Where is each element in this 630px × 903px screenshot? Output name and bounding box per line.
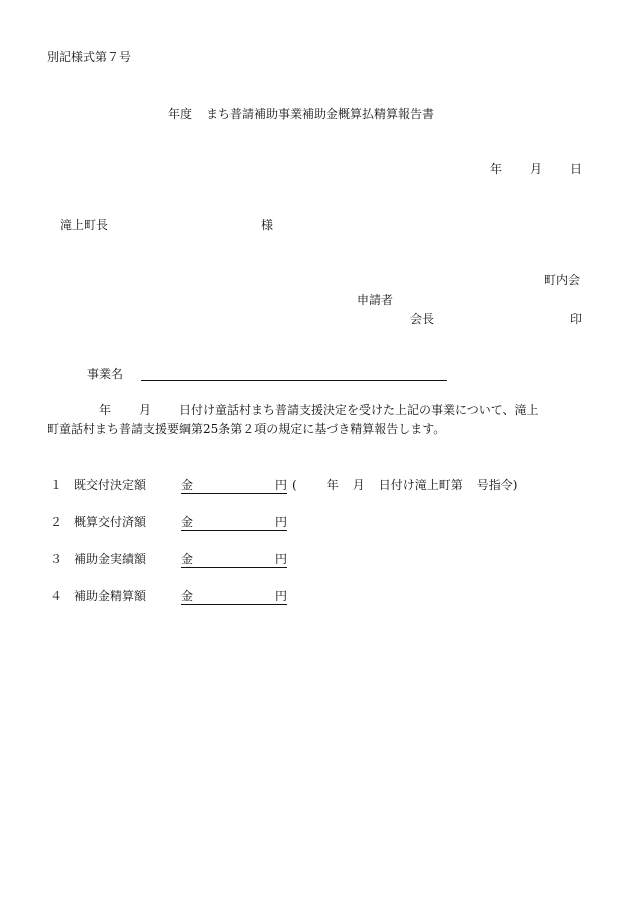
document-title: [168, 105, 434, 123]
directive-note: [292, 476, 517, 494]
title-name: まち普請補助事業補助金概算払精算報告書: [206, 107, 435, 121]
item-number: ４: [50, 589, 63, 603]
yen-suffix: 円: [274, 478, 287, 492]
date-line: [490, 160, 582, 178]
project-name-field[interactable]: [141, 380, 447, 381]
note-text: 日付け滝上町第: [378, 478, 463, 492]
para-year: 年: [99, 403, 112, 417]
kin-prefix: 金: [181, 478, 194, 492]
applicant-org: 町内会: [544, 273, 581, 287]
seal-mark: 印: [570, 312, 583, 326]
para-month: 月: [139, 403, 152, 417]
para-line2: 町童話村まち普請支援要綱第25条第２項の規定に基づき精算報告します。: [47, 422, 446, 436]
date-year: 年: [490, 162, 503, 176]
title-year: 年度: [168, 107, 193, 121]
note-year: 年: [326, 478, 339, 492]
item-number: ２: [50, 515, 63, 529]
amount-field[interactable]: [181, 587, 287, 605]
yen-suffix: 円: [274, 552, 287, 566]
kin-prefix: 金: [181, 552, 194, 566]
project-label: 事業名: [87, 367, 124, 381]
amount-field[interactable]: [181, 550, 287, 568]
item-label: 補助金実績額: [74, 552, 147, 566]
note-suffix: 号指令): [476, 478, 518, 492]
applicant-label: 申請者: [357, 293, 394, 307]
para-line1: 日付け童話村まち普請支援決定を受けた上記の事業について、滝上: [179, 403, 539, 417]
date-day: 日: [570, 162, 583, 176]
yen-suffix: 円: [274, 589, 287, 603]
yen-suffix: 円: [274, 515, 287, 529]
applicant-role: 会長: [410, 312, 435, 326]
kin-prefix: 金: [181, 515, 194, 529]
addressee-honorific: 様: [261, 218, 274, 232]
form-number: 別記様式第７号: [47, 50, 132, 64]
amount-field[interactable]: [181, 513, 287, 531]
kin-prefix: 金: [181, 589, 194, 603]
note-month: 月: [352, 478, 365, 492]
item-label: 既交付決定額: [74, 478, 147, 492]
date-month: 月: [530, 162, 543, 176]
note-open: (: [292, 478, 297, 492]
item-label: 補助金精算額: [74, 589, 147, 603]
item-number: １: [50, 478, 63, 492]
report-paragraph: [47, 401, 587, 439]
addressee-name: 滝上町長: [60, 218, 109, 232]
item-number: ３: [50, 552, 63, 566]
amount-field[interactable]: [181, 476, 287, 494]
item-label: 概算交付済額: [74, 515, 147, 529]
